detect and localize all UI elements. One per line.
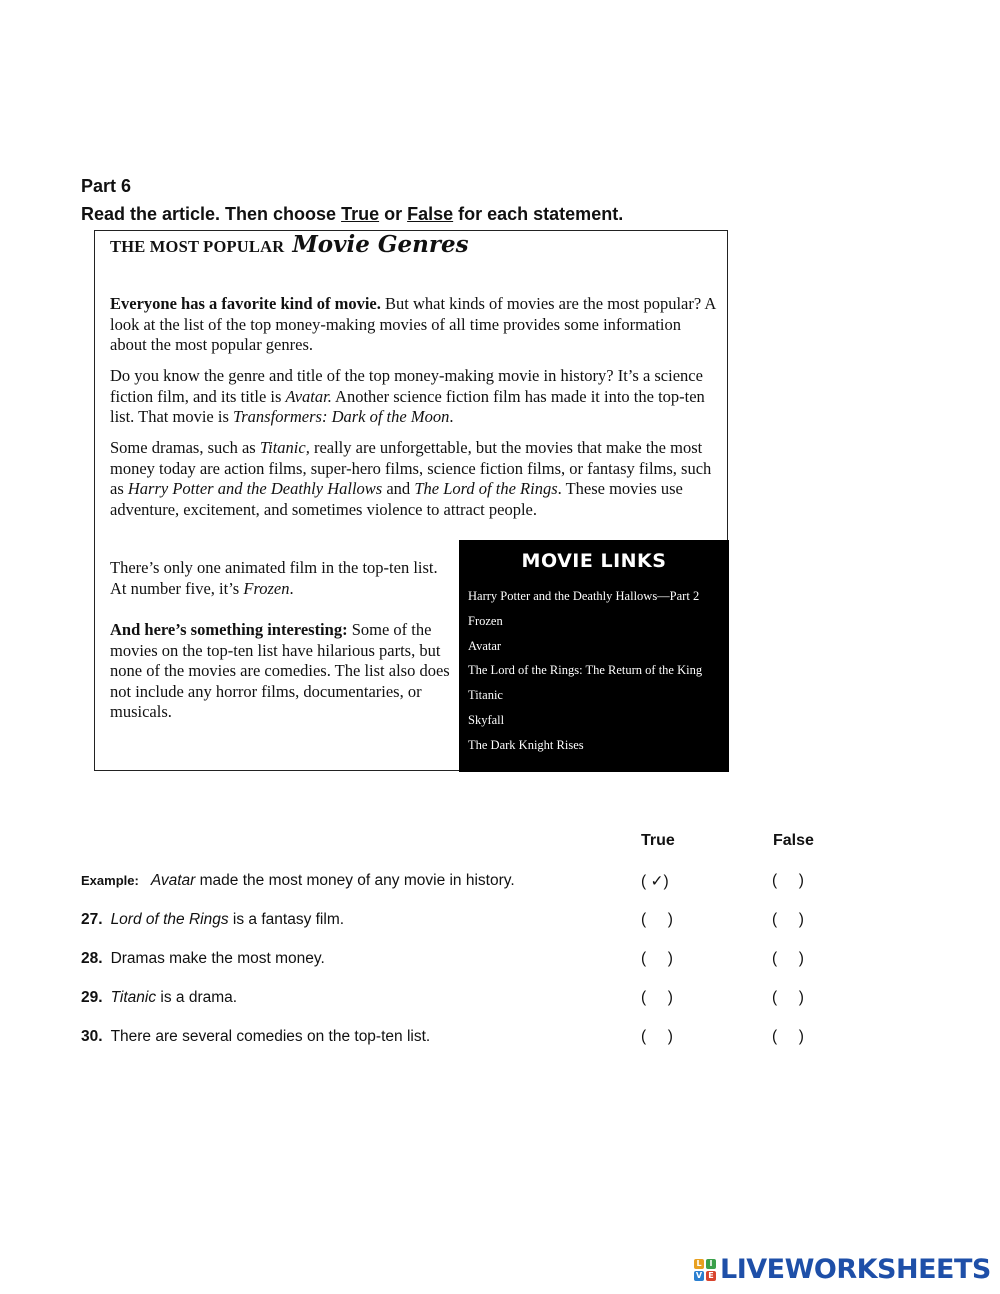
example-statement bbox=[81, 872, 515, 890]
logo-tile: V bbox=[695, 1270, 703, 1280]
q28-false-checkbox[interactable]: ( ) bbox=[772, 950, 804, 967]
article-title-big: Movie Genres bbox=[292, 231, 469, 258]
article-paragraph-3 bbox=[110, 438, 720, 520]
instructions-true: True bbox=[341, 204, 380, 224]
movie-link[interactable]: Frozen bbox=[468, 613, 503, 628]
p2-c: . bbox=[449, 407, 454, 426]
statement-number: 27. bbox=[81, 911, 103, 928]
p2-transformers: Transformers: Dark of the Moon bbox=[233, 407, 450, 426]
example-label: Example: bbox=[81, 873, 139, 888]
p3-b: really are unforgettable, but the movies that make the most money today are action films, super-hero films, science fiction films, or fantasy films, such as bbox=[110, 438, 712, 498]
p3-titanic: Titanic, bbox=[259, 438, 310, 457]
liveworksheets-icon bbox=[694, 1259, 716, 1281]
example-rest: made the most money of any movie in history. bbox=[195, 872, 515, 889]
logo-tile: E bbox=[706, 1271, 716, 1281]
movie-link[interactable]: Avatar bbox=[468, 638, 502, 653]
p2-a: Do you know the genre and title of the top money-making movie in history? It’s a science fiction film, and its title is bbox=[110, 366, 703, 406]
p5-bold: And here’s something interesting: bbox=[110, 620, 348, 639]
q30-false-checkbox[interactable]: ( ) bbox=[772, 1028, 804, 1045]
article-paragraph-1 bbox=[110, 294, 720, 356]
instructions-text-a: Read the article. Then choose bbox=[81, 204, 342, 224]
q29-rest: is a drama. bbox=[156, 989, 238, 1006]
statement-29 bbox=[81, 989, 237, 1007]
movie-link[interactable]: The Lord of the Rings: The Return of the King bbox=[468, 663, 703, 678]
instructions-false: False bbox=[407, 204, 454, 224]
movie-link[interactable]: The Dark Knight Rises bbox=[468, 737, 584, 752]
movie-link[interactable]: Harry Potter and the Deathly Hallows—Part 2 bbox=[468, 589, 700, 603]
q28-true-checkbox[interactable]: ( ) bbox=[641, 950, 673, 967]
movie-links-list bbox=[468, 588, 702, 762]
q28-text: Dramas make the most money. bbox=[110, 950, 325, 967]
instructions-or: or bbox=[379, 204, 408, 224]
p4-frozen: Frozen bbox=[243, 578, 290, 598]
p3-lotr: The Lord of the Rings bbox=[414, 479, 558, 498]
statement-number: 30. bbox=[81, 1028, 103, 1045]
example-italic: Avatar bbox=[150, 872, 196, 889]
article-paragraph-4 bbox=[110, 558, 450, 599]
p3-harry-potter: Harry Potter and the Deathly Hallows bbox=[127, 479, 383, 498]
logo-tile: L bbox=[694, 1259, 704, 1269]
q27-italic: Lord of the Rings bbox=[110, 911, 229, 928]
p2-b: Another science fiction film has made it into the top-ten list. That movie is bbox=[110, 386, 705, 426]
article-paragraph-2 bbox=[110, 366, 720, 428]
liveworksheets-logo bbox=[694, 1254, 991, 1285]
movie-links-title: MOVIE LINKS bbox=[521, 550, 667, 572]
movie-link[interactable]: Skyfall bbox=[468, 712, 505, 727]
p4-a: There’s only one animated film in the top-ten list. At number five, it’s bbox=[110, 558, 438, 598]
statement-27 bbox=[81, 911, 344, 929]
instructions bbox=[81, 204, 623, 225]
q30-text: There are several comedies on the top-ten list. bbox=[110, 1028, 431, 1045]
p3-and: and bbox=[382, 479, 415, 498]
statement-30 bbox=[81, 1028, 430, 1046]
q29-italic: Titanic bbox=[110, 989, 157, 1006]
true-column-header: True bbox=[641, 832, 675, 849]
movie-links-box bbox=[459, 540, 729, 772]
p2-avatar: Avatar. bbox=[285, 386, 332, 406]
movie-link[interactable]: Titanic bbox=[468, 688, 503, 703]
q27-true-checkbox[interactable]: ( ) bbox=[641, 911, 673, 928]
q27-false-checkbox[interactable]: ( ) bbox=[772, 911, 804, 928]
instructions-text-b: for each statement. bbox=[453, 204, 624, 224]
example-false-checkbox[interactable]: ( ) bbox=[772, 872, 804, 889]
false-column-header: False bbox=[773, 832, 814, 849]
article-box bbox=[94, 230, 728, 771]
example-true-checkbox[interactable]: ( ✓) bbox=[641, 873, 669, 890]
p4-b: . bbox=[289, 578, 294, 598]
part-title: Part 6 bbox=[81, 176, 132, 196]
article-title-small: THE MOST POPULAR bbox=[110, 237, 285, 256]
q27-rest: is a fantasy film. bbox=[228, 911, 345, 928]
p3-c: . These movies use adventure, excitement, and sometimes violence to attract people. bbox=[110, 479, 683, 519]
q29-true-checkbox[interactable]: ( ) bbox=[641, 989, 673, 1006]
p1-rest: But what kinds of movies are the most popular? A look at the list of the top money-making movies of all time provides some information about the most popular genres. bbox=[110, 294, 716, 354]
statement-number: 28. bbox=[81, 950, 103, 967]
statement-28 bbox=[81, 950, 325, 968]
statement-number: 29. bbox=[81, 989, 103, 1006]
q30-true-checkbox[interactable]: ( ) bbox=[641, 1028, 673, 1045]
p5-rest: Some of the movies on the top-ten list have hilarious parts, but none of the movies are comedies. The list also does not include any horror films, documentaries, or musicals. bbox=[110, 620, 450, 721]
p3-a: Some dramas, such as bbox=[110, 438, 260, 457]
q29-false-checkbox[interactable]: ( ) bbox=[772, 989, 804, 1006]
logo-tile: I bbox=[706, 1259, 716, 1269]
article-title bbox=[110, 231, 469, 258]
article-paragraph-5 bbox=[110, 620, 450, 723]
logo-text: LIVEWORKSHEETS bbox=[720, 1254, 991, 1285]
p1-bold: Everyone has a favorite kind of movie. bbox=[110, 294, 381, 313]
